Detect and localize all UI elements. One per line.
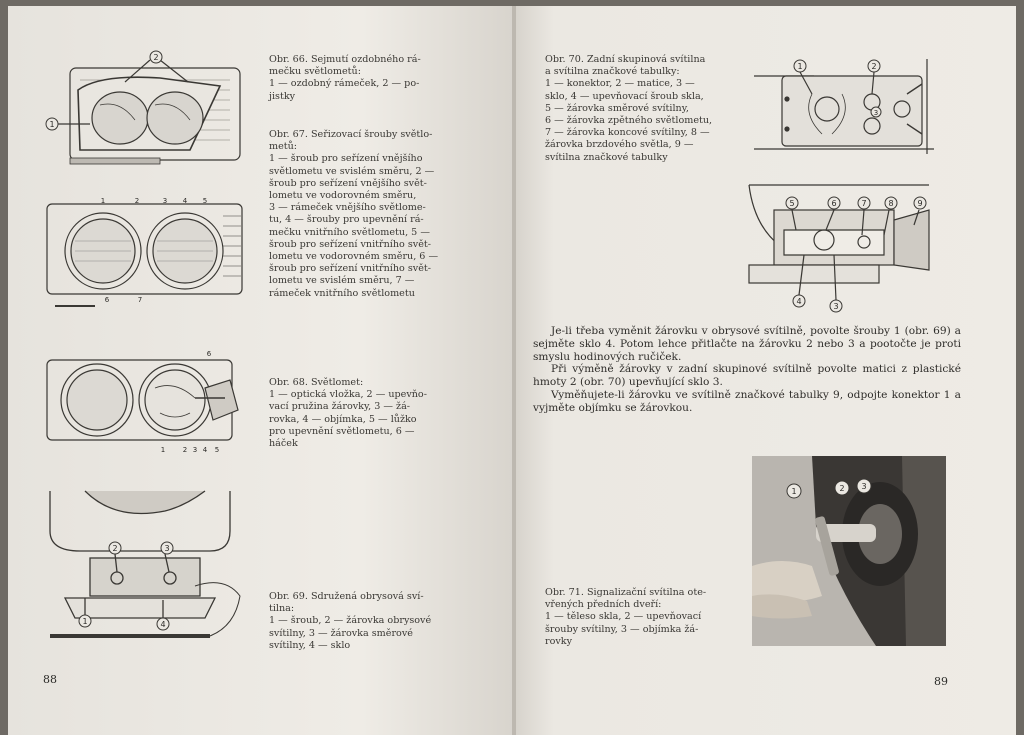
fig68-callout: 1 — [160, 446, 166, 454]
fig67-callout: 6 — [104, 296, 110, 304]
caption-line: 1 — těleso skla, 2 — upevňovací — [545, 611, 702, 623]
caption-fig-68 — [269, 377, 449, 450]
caption-line: 7 — žárovka koncové svítilny, 8 — — [545, 127, 710, 139]
caption-line: lometu ve vodorovném směru, — [269, 190, 417, 202]
body-paragraph: Je-li třeba vyměnit žárovku v obrysové svítilně, povolte šrouby 1 (obr. 69) a sejměte sklo 4. Potom lehce přitlačte na žárovku 2 nebo 3 a pootočte je proti smyslu hodinových ručiček. — [533, 325, 961, 363]
fig68-callout: 5 — [214, 446, 220, 454]
fig70-callout: 9 — [917, 199, 923, 208]
fig69-callout: 3 — [164, 544, 170, 553]
body-text — [533, 325, 961, 415]
caption-line: tu, 4 — šrouby pro upevnění rá- — [269, 214, 424, 226]
book-gutter — [512, 6, 516, 735]
fig71-callout: 1 — [791, 487, 797, 496]
fig67-callout: 5 — [202, 197, 208, 205]
caption-title: Obr. 70. Zadní skupinová svítilna — [545, 54, 706, 65]
fig66-callout: 1 — [49, 120, 55, 129]
caption-line: 1 — šroub, 2 — žárovka obrysové — [269, 615, 432, 627]
fig67-callout: 1 — [100, 197, 106, 205]
caption-line: mečku světlometů: — [269, 66, 361, 78]
caption-line: šroub pro seřízení vnějšího svět- — [269, 177, 427, 189]
caption-line: jistky — [269, 90, 296, 102]
caption-line: 1 — ozdobný rámeček, 2 — po- — [269, 78, 420, 90]
fig67-callout: 3 — [162, 197, 168, 205]
caption-line: 3 — rámeček vnějšího světlome- — [269, 202, 426, 214]
figure-71-door-warning-light-photo — [752, 456, 946, 646]
caption-line: mečku vnitřního světlometu, 5 — — [269, 226, 430, 238]
fig68-callout: 3 — [192, 446, 198, 454]
caption-line: vřených předních dveří: — [545, 599, 662, 611]
caption-line: metů: — [269, 141, 298, 153]
page-number-left: 88 — [43, 673, 57, 686]
fig69-callout: 1 — [82, 617, 88, 626]
figure-66-headlight-trim — [40, 50, 250, 175]
fig70-callout: 2 — [871, 62, 877, 71]
caption-fig-71 — [545, 587, 725, 648]
caption-line: 1 — optická vložka, 2 — upevňo- — [269, 389, 427, 401]
caption-line: rovky — [545, 635, 573, 647]
caption-line: a svítilna značkové tabulky: — [545, 66, 680, 78]
caption-line: 1 — konektor, 2 — matice, 3 — — [545, 78, 695, 90]
caption-line: 6 — žárovka zpětného světlometu, — [545, 115, 713, 127]
caption-line: sklo, 4 — upevňovací šroub skla, — [545, 90, 704, 102]
fig66-callout: 2 — [153, 53, 159, 62]
caption-line: 5 — žárovka směrové svítilny, — [545, 102, 689, 114]
caption-title: Obr. 71. Signalizační svítilna ote- — [545, 587, 707, 598]
fig67-callout: 2 — [134, 197, 140, 205]
caption-fig-67 — [269, 129, 449, 300]
fig67-callout: 7 — [137, 296, 143, 304]
caption-line: žárovka brzdového světla, 9 — — [545, 139, 694, 151]
fig67-callout: 4 — [182, 197, 188, 205]
caption-line: rámeček vnitřního světlometu — [269, 287, 415, 299]
fig70-callout: 5 — [789, 199, 795, 208]
figure-69-parking-light — [45, 486, 250, 656]
fig70-callout: 4 — [796, 297, 802, 306]
figure-67-adjusting-screws — [45, 196, 250, 316]
body-paragraph: Vyměňujete-li žárovku ve svítilně značkové tabulky 9, odpojte konektor 1 a vyjměte objímku se žárovkou. — [533, 388, 961, 414]
caption-line: šroub pro seřízení vnitřního svět- — [269, 238, 431, 250]
caption-line: lometu ve svislém směru, 7 — — [269, 275, 415, 287]
caption-line: 1 — šroub pro seřízení vnějšího — [269, 153, 423, 165]
fig69-callout: 4 — [160, 620, 166, 629]
caption-line: rovka, 4 — objímka, 5 — lůžko — [269, 413, 417, 425]
caption-title: Obr. 69. Sdružená obrysová sví- — [269, 591, 424, 602]
caption-line: vací pružina žárovky, 3 — žá- — [269, 401, 411, 413]
caption-line: lometu ve vodorovném směru, 6 — — [269, 251, 439, 263]
caption-line: pro upevnění světlometu, 6 — — [269, 425, 415, 437]
fig70-callout: 1 — [797, 62, 803, 71]
fig70-callout: 3 — [873, 109, 879, 117]
fig71-callout: 2 — [839, 484, 845, 493]
fig70-callout: 8 — [888, 199, 894, 208]
figure-70-tail-light — [752, 54, 942, 162]
body-paragraph: Při výměně žárovky v zadní skupinové svítilně povolte matici z plastické hmoty 2 (obr. 70) upevňující sklo 3. — [533, 363, 961, 389]
fig70-callout: 6 — [831, 199, 837, 208]
figure-70-license-plate-light — [744, 180, 944, 315]
caption-title: Obr. 66. Sejmutí ozdobného rá- — [269, 54, 421, 65]
caption-line: tilna: — [269, 603, 295, 615]
fig68-callout: 2 — [182, 446, 188, 454]
page-number-right: 89 — [934, 675, 948, 688]
fig68-callout: 6 — [206, 350, 212, 358]
caption-title: Obr. 68. Světlomet: — [269, 377, 364, 388]
caption-line: svítilna značkové tabulky — [545, 151, 668, 163]
caption-line: šrouby svítilny, 3 — objímka žá- — [545, 623, 699, 635]
caption-title: Obr. 67. Seřizovací šrouby světlo- — [269, 129, 433, 140]
caption-fig-66 — [269, 54, 444, 103]
caption-fig-70 — [545, 54, 725, 164]
figure-68-headlight-unit — [45, 348, 245, 456]
fig71-callout: 3 — [861, 482, 867, 491]
fig69-callout: 2 — [112, 544, 118, 553]
caption-line: šroub pro seřízení vnitřního svět- — [269, 263, 431, 275]
caption-line: háček — [269, 438, 298, 450]
caption-line: svítilny, 4 — sklo — [269, 639, 351, 651]
caption-fig-69 — [269, 591, 449, 652]
caption-line: svítilny, 3 — žárovka směrové — [269, 627, 413, 639]
fig70-callout: 3 — [833, 302, 839, 311]
caption-line: světlometu ve svislém směru, 2 — — [269, 165, 435, 177]
fig68-callout: 4 — [202, 446, 208, 454]
fig70-callout: 7 — [861, 199, 867, 208]
